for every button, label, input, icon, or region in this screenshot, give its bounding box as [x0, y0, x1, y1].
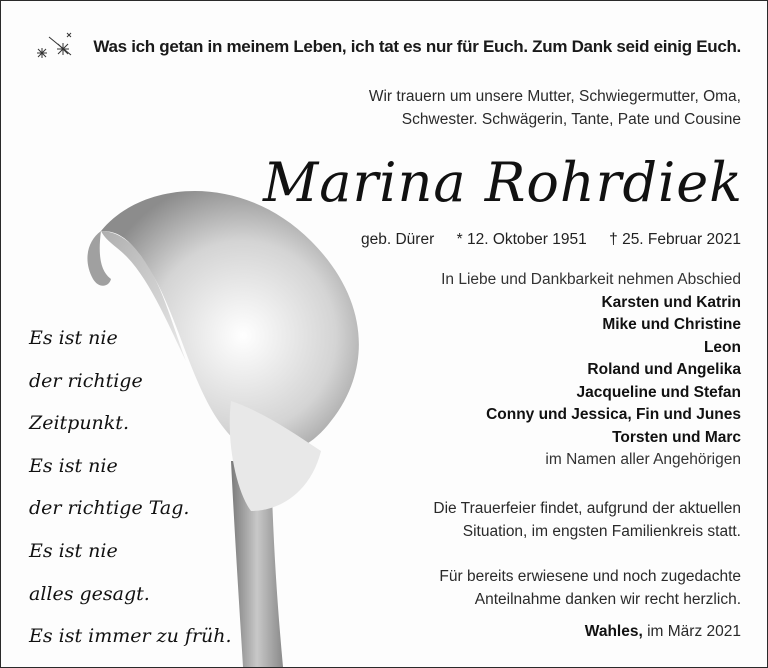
intro-text [321, 85, 741, 131]
mourner-name: Conny und Jessica, Fin und Junes [486, 406, 741, 423]
dandelion-seeds-icon [27, 29, 77, 65]
mourner-name: Mike und Christine [602, 316, 741, 333]
place-date [585, 623, 741, 641]
farewell-lead: In Liebe und Dankbarkeit nehmen Abschied [441, 271, 741, 288]
mourner-name: Roland und Angelika [587, 361, 741, 378]
poem-line: der richtige [29, 369, 143, 392]
mourner-name: Karsten und Katrin [601, 293, 741, 311]
funeral-note [381, 497, 741, 543]
death-date: † 25. Februar 2021 [609, 231, 741, 248]
mourner-name: Torsten und Marc [612, 428, 741, 446]
relatives-note: im Namen aller Angehörigen [545, 451, 741, 468]
maiden-name: geb. Dürer [361, 231, 435, 248]
poem-line: Es ist nie [29, 539, 118, 562]
mourner-name: Leon [703, 338, 741, 356]
intro-line: Wir trauern um unsere Mutter, Schwiegermutter, Oma, [368, 88, 741, 105]
thanks-line: Anteilnahme danken wir recht herzlich. [474, 591, 741, 608]
intro-line: Schwester. Schwägerin, Tante, Pate und Cousine [401, 111, 741, 128]
mourner-name: Jacqueline und Stefan [576, 383, 741, 401]
poem-line: Zeitpunkt. [29, 412, 129, 435]
poem [29, 323, 269, 664]
poem-line: Es ist immer zu früh. [29, 625, 232, 648]
funeral-line: Die Trauerfeier findet, aufgrund der aktuellen [433, 500, 741, 517]
birth-date: * 12. Oktober 1951 [456, 231, 587, 248]
thanks-line: Für bereits erwiesene und noch zugedachte [439, 568, 741, 585]
funeral-line: Situation, im engsten Familienkreis statt. [462, 523, 741, 540]
place-town: Wahles, [584, 623, 643, 640]
poem-line: alles gesagt. [29, 582, 150, 605]
poem-line: der richtige Tag. [29, 497, 190, 520]
poem-line: Es ist nie [29, 327, 118, 349]
poem-line: Es ist nie [29, 454, 118, 477]
thanks-note [381, 565, 741, 611]
life-dates [361, 231, 741, 249]
place-month: im März 2021 [647, 623, 741, 640]
deceased-name: Marina Rohrdiek [263, 151, 743, 214]
mourners-list [381, 269, 741, 472]
motto-quote: Was ich getan in meinem Leben, ich tat es nur für Euch. Zum Dank seid einig Euch. [93, 37, 741, 56]
